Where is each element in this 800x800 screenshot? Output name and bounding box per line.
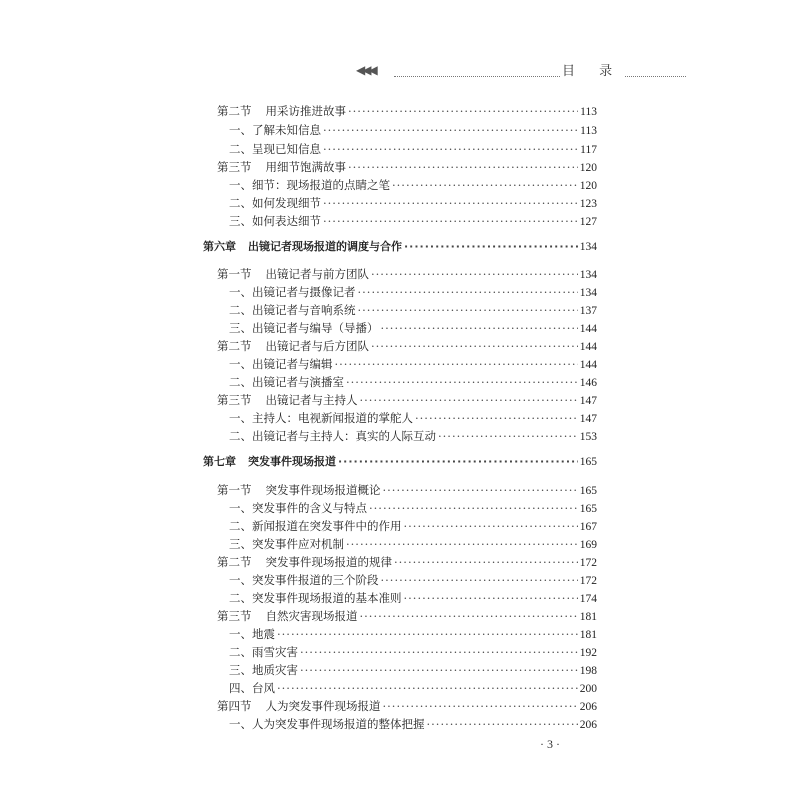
toc-entry-section[interactable] (217, 393, 597, 407)
entry-page: 169 (579, 539, 597, 551)
toc-entry-subsection[interactable] (229, 142, 597, 156)
chapter-label: 第六章 (203, 240, 236, 253)
entry-page: 144 (579, 359, 597, 371)
entry-label: 第一节 (217, 267, 252, 281)
entry-label: 第一节 (217, 483, 252, 497)
entry-text: 一、地震 (229, 627, 275, 641)
entry-text: 一、人为突发事件现场报道的整体把握 (229, 717, 425, 731)
entry-page: 165 (579, 503, 597, 515)
leader-dots (348, 104, 578, 118)
leader-dots (415, 411, 578, 425)
entry-text: 自然灾害现场报道 (265, 609, 358, 623)
entry-text: 三、出镜记者与编导（导播） (229, 321, 379, 335)
entry-page: 172 (579, 557, 597, 569)
entry-label: 第四节 (217, 699, 252, 713)
entry-page: 137 (579, 305, 597, 317)
entry-page: 206 (579, 719, 597, 731)
entry-label: 第二节 (217, 104, 252, 118)
leader-dots (404, 240, 578, 254)
leader-dots (360, 393, 578, 407)
toc-entry-subsection[interactable] (229, 411, 597, 425)
entry-page: 123 (579, 198, 597, 210)
toc-entry-subsection[interactable] (229, 321, 597, 335)
entry-text: 三、如何表达细节 (229, 214, 321, 228)
leader-dots (392, 178, 578, 192)
entry-page: 147 (579, 395, 597, 407)
toc-entry-subsection[interactable] (229, 285, 597, 299)
leader-dots (358, 303, 578, 317)
chapter-label: 第七章 (203, 455, 236, 468)
leader-dots (371, 267, 578, 281)
leader-dots (371, 339, 578, 353)
toc-entry-subsection[interactable] (229, 627, 597, 641)
entry-page: 147 (579, 413, 597, 425)
entry-page: 192 (579, 647, 597, 659)
toc-entry-section[interactable] (217, 555, 597, 569)
leader-dots (348, 160, 578, 174)
toc-entry-subsection[interactable] (229, 178, 597, 192)
leader-dots (427, 717, 578, 731)
leader-dots (300, 663, 578, 677)
leader-dots (383, 699, 578, 713)
chapter-title: 突发事件现场报道 (248, 455, 336, 468)
leader-dots (277, 681, 578, 695)
entry-text: 三、地质灾害 (229, 663, 298, 677)
entry-text: 突发事件现场报道概论 (265, 483, 381, 497)
entry-text: 突发事件现场报道的规律 (265, 555, 392, 569)
entry-page: 167 (579, 521, 597, 533)
toc-entry-subsection[interactable] (229, 681, 597, 695)
toc-entry-section[interactable] (217, 699, 597, 713)
entry-text: 出镜记者与前方团队 (265, 267, 369, 281)
entry-text: 二、出镜记者与演播室 (229, 375, 344, 389)
entry-label: 第二节 (217, 555, 252, 569)
leader-dots (438, 429, 578, 443)
entry-page: 200 (579, 683, 597, 695)
chapter-title: 出镜记者现场报道的调度与合作 (248, 240, 402, 253)
entry-text: 三、突发事件应对机制 (229, 537, 344, 551)
leader-dots (394, 555, 578, 569)
entry-text: 二、雨雪灾害 (229, 645, 298, 659)
entry-page: 165 (579, 485, 597, 497)
leader-dots (346, 375, 578, 389)
toc-entry-section[interactable] (217, 339, 597, 353)
entry-page: 117 (580, 144, 597, 156)
leader-dots (338, 455, 578, 469)
entry-text: 一、主持人：电视新闻报道的掌舵人 (229, 411, 413, 425)
entry-page: 127 (579, 216, 597, 228)
entry-text: 一、突发事件的含义与特点 (229, 501, 367, 515)
entry-page: 181 (579, 629, 597, 641)
entry-text: 一、出镜记者与摄像记者 (229, 285, 356, 299)
triple-arrow-icon: ◀◀◀ (356, 63, 375, 77)
toc-entry-subsection[interactable] (229, 123, 597, 137)
entry-page: 134 (579, 241, 597, 253)
entry-page: 134 (579, 287, 597, 299)
entry-label: 第三节 (217, 609, 252, 623)
toc-entry-subsection[interactable] (229, 196, 597, 210)
leader-dots (383, 483, 578, 497)
toc-entry-section[interactable] (217, 104, 597, 118)
entry-page: 144 (579, 323, 597, 335)
entry-text: 人为突发事件现场报道 (265, 699, 381, 713)
entry-text: 出镜记者与主持人 (265, 393, 358, 407)
entry-text: 一、突发事件报道的三个阶段 (229, 573, 379, 587)
toc-entry-subsection[interactable] (229, 717, 597, 731)
toc-entry-subsection[interactable] (229, 573, 597, 587)
entry-page: 165 (579, 456, 597, 468)
toc-entry-chapter[interactable] (203, 240, 597, 254)
entry-text: 二、突发事件现场报道的基本准则 (229, 591, 402, 605)
entry-label: 第三节 (217, 160, 252, 174)
leader-dots (360, 609, 578, 623)
toc-entry-subsection[interactable] (229, 501, 597, 515)
entry-text: 二、如何发现细节 (229, 196, 321, 210)
leader-dots (300, 645, 578, 659)
entry-label: 第三节 (217, 393, 252, 407)
toc-entry-subsection[interactable] (229, 663, 597, 677)
toc-entry-section[interactable] (217, 160, 597, 174)
entry-text: 四、台风 (229, 681, 275, 695)
toc-entry-subsection[interactable] (229, 429, 597, 443)
entry-page: 174 (579, 593, 597, 605)
entry-page: 134 (579, 269, 597, 281)
entry-text: 一、出镜记者与编辑 (229, 357, 333, 371)
toc-entry-subsection[interactable] (229, 375, 597, 389)
header-title: 目 录 (560, 60, 624, 79)
toc-entry-section[interactable] (217, 609, 597, 623)
toc-entry-subsection[interactable] (229, 357, 597, 371)
leader-dots (404, 519, 578, 533)
entry-page: 120 (579, 180, 597, 192)
entry-page: 181 (579, 611, 597, 623)
leader-dots (381, 321, 578, 335)
entry-text: 二、呈现已知信息 (229, 142, 321, 156)
toc-entry-subsection[interactable] (229, 591, 597, 605)
toc-entry-subsection[interactable] (229, 519, 597, 533)
leader-dots (346, 537, 578, 551)
toc-entry-section[interactable] (217, 483, 597, 497)
entry-text: 一、了解未知信息 (229, 123, 321, 137)
entry-page: 113 (580, 106, 597, 118)
toc-entry-subsection[interactable] (229, 537, 597, 551)
leader-dots (358, 285, 578, 299)
entry-page: 172 (579, 575, 597, 587)
entry-text: 二、出镜记者与主持人：真实的人际互动 (229, 429, 436, 443)
toc-entry-chapter[interactable] (203, 455, 597, 469)
entry-text: 用采访推进故事 (265, 104, 346, 118)
leader-dots (335, 357, 578, 371)
entry-text: 用细节饱满故事 (265, 160, 346, 174)
entry-page: 146 (579, 377, 597, 389)
toc-entry-subsection[interactable] (229, 645, 597, 659)
entry-page: 198 (579, 665, 597, 677)
leader-dots (369, 501, 578, 515)
leader-dots (404, 591, 578, 605)
leader-dots (323, 196, 578, 210)
leader-dots (323, 142, 578, 156)
entry-text: 出镜记者与后方团队 (265, 339, 369, 353)
entry-text: 二、新闻报道在突发事件中的作用 (229, 519, 402, 533)
leader-dots (323, 214, 578, 228)
entry-text: 一、细节：现场报道的点睛之笔 (229, 178, 390, 192)
leader-dots (381, 573, 578, 587)
entry-page: 144 (579, 341, 597, 353)
toc-entry-subsection[interactable] (229, 214, 597, 228)
entry-label: 第二节 (217, 339, 252, 353)
leader-dots (323, 123, 578, 137)
toc-entry-section[interactable] (217, 267, 597, 281)
entry-text: 二、出镜记者与音响系统 (229, 303, 356, 317)
entry-page: 113 (580, 125, 597, 137)
entry-page: 153 (579, 431, 597, 443)
entry-page: 206 (579, 701, 597, 713)
page-number: · 3 · (540, 737, 560, 751)
toc-entry-subsection[interactable] (229, 303, 597, 317)
entry-page: 120 (579, 162, 597, 174)
leader-dots (277, 627, 578, 641)
